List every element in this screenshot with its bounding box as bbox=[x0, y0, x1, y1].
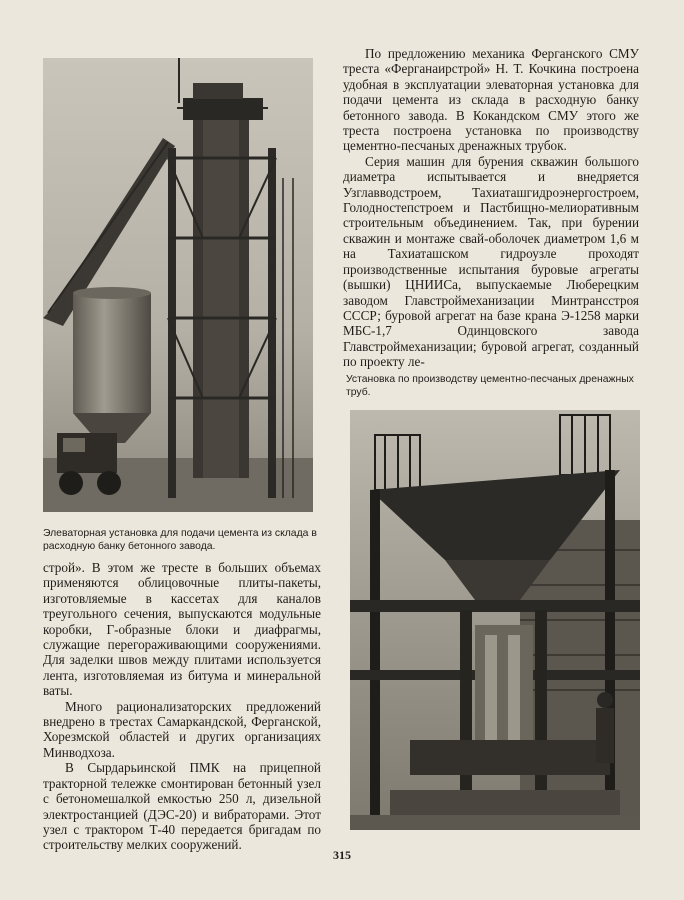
photo-pipe-installation bbox=[350, 410, 640, 830]
paragraph-elevator-installation: По предложению механика Ферганского СМУ треста «Ферганаирстрой» Н. Т. Кочкина построена удобная в эксплуатации элеваторная установка для подачи цемента из склада в расходную банку бетонного завода. В Кокандском СМУ этого же треста построена установка по производству цементно-песчаных дренажных трубок. bbox=[343, 46, 639, 154]
text-column-right bbox=[343, 46, 639, 370]
page-number: 315 bbox=[333, 848, 351, 862]
paragraph-trust-production: строй». В этом же тресте в больших объемах применяются облицовочные плиты-пакеты, изготовляемые в кассетах для каналов треугольного сечения, выпускаются модульные коробки, Г-образные блоки и диафрагмы, служащие перегораживающими сооружениями. Для заделки швов между плитами используется лента, изготовляемая из битума и минеральной ваты. bbox=[43, 560, 321, 699]
photo-elevator-installation bbox=[43, 58, 313, 512]
caption-elevator-installation: Элеваторная установка для подачи цемента из склада в расходную банку бетонного завода. bbox=[43, 528, 317, 552]
photo-pipe-drawing bbox=[350, 410, 640, 830]
paragraph-concrete-unit: В Сырдарьинской ПМК на прицепной тракторной тележке смонтирован бетонный узел с бетономешалкой емкостью 250 л, дизельной электростанцией (ДЭС-20) и вибраторами. Этот узел с трактором Т-40 передается бригадам по строительству мелких сооружений. bbox=[43, 760, 321, 853]
text-column-left bbox=[43, 560, 321, 853]
photo-elevator-drawing bbox=[43, 58, 313, 512]
caption-pipe-installation: Установка по производству цементно-песчаных дренажных труб. bbox=[346, 374, 634, 398]
paragraph-drilling-machines: Серия машин для бурения скважин большого диаметра испытывается и внедряется Узглавводстроем, Тахиаташгидроэнергостроем, Голодностепстроем и Пастбищно-мелиоративным строительным объединением. Так, при бурении скважин и монтаже свай-оболочек диаметром 1,6 м на Тахиаташском гидроузле проходят производственные испытания буровые агрегаты (вышки) ЦНИИСа, выпускаемые Люберецким заводом Главстроймеханизации Минтрансстроя СССР; буровой агрегат на базе крана Э-1258 марки МБС-1,7 Одинцовского завода Главстроймеханизации; буровой агрегат, созданный по проекту ле- bbox=[343, 153, 639, 370]
paragraph-innovation-proposals: Много рационализаторских предложений внедрено в трестах Самаркандской, Ферганской, Хорезмской областей и других организациях Минводхоза. bbox=[43, 698, 321, 760]
